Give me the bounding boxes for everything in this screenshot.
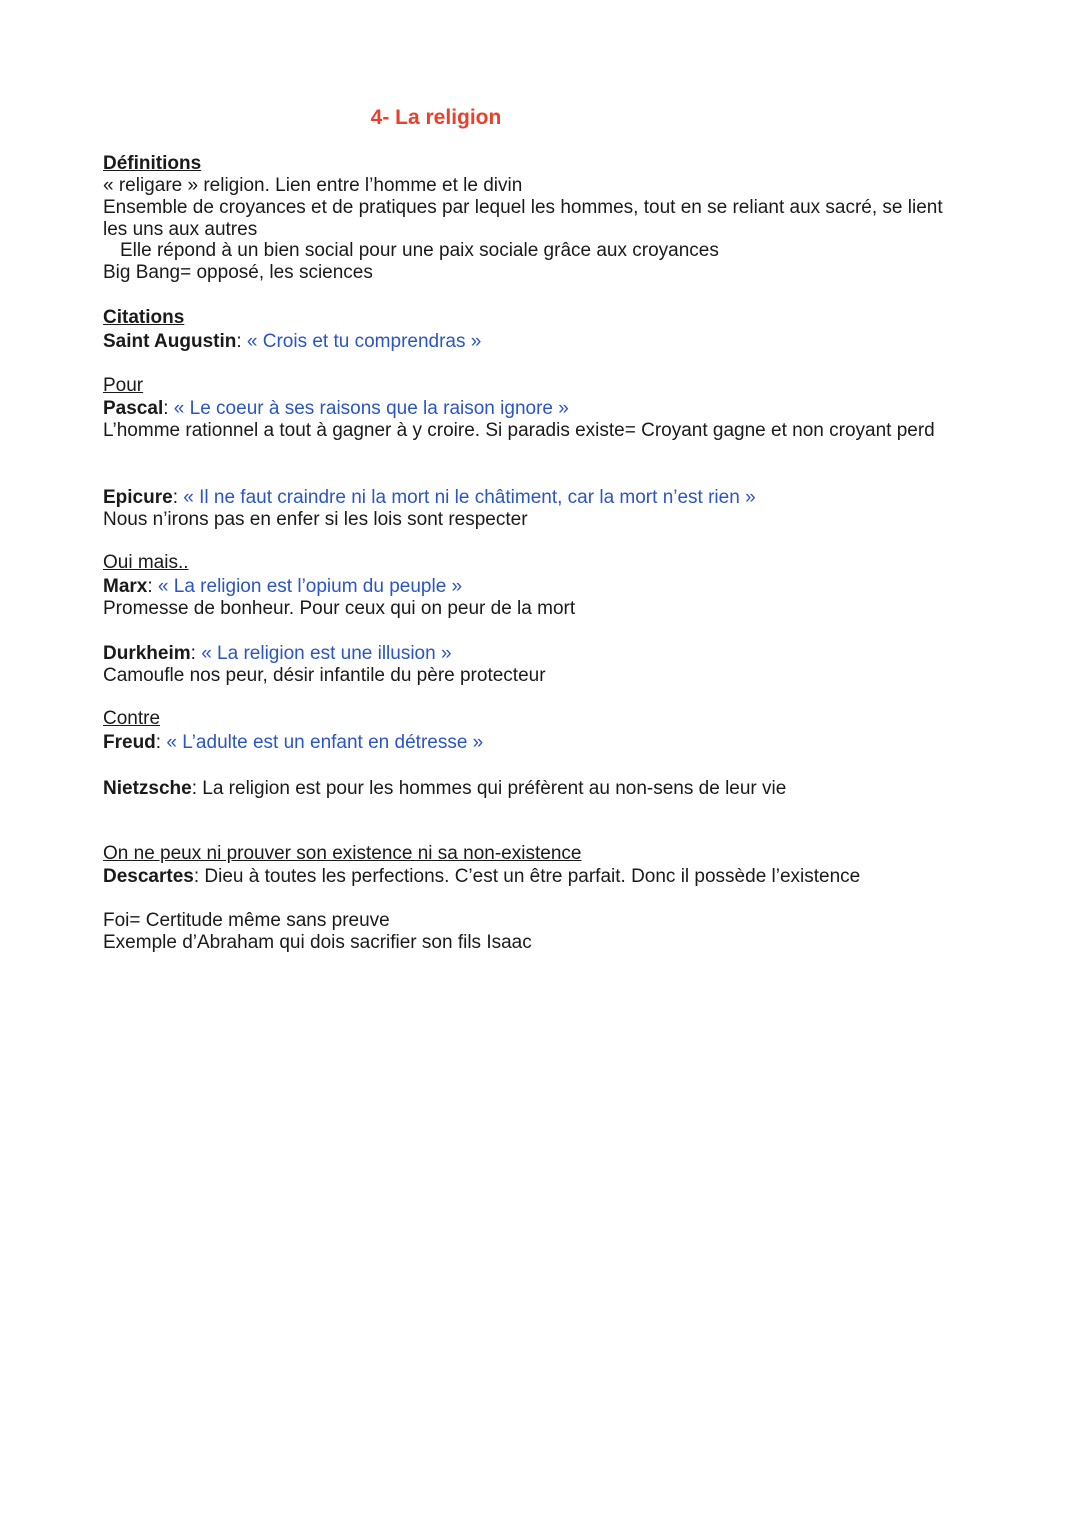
quote: « L’adulte est un enfant en détresse »	[166, 732, 484, 753]
author-name: Saint Augustin	[103, 331, 237, 352]
pascal-explanation: L’homme rationnel a tout à gagner à y croire. Si paradis existe= Croyant gagne et non croyant perd	[103, 420, 935, 441]
foi-definition: Foi= Certitude même sans preuve	[103, 910, 390, 931]
separator: :	[163, 398, 174, 419]
quote: « La religion est l’opium du peuple »	[157, 576, 463, 597]
durkheim-explanation: Camoufle nos peur, désir infantile du père protecteur	[103, 665, 546, 686]
definitions-heading: Définitions	[103, 153, 202, 174]
author-name: Epicure	[103, 487, 173, 508]
quote: « La religion est une illusion »	[201, 643, 452, 664]
author-name: Freud	[103, 732, 156, 753]
epicure-explanation: Nous n’irons pas en enfer si les lois sont respecter	[103, 509, 528, 530]
separator: :	[172, 487, 184, 508]
citation-durkheim	[103, 643, 452, 665]
author-name: Pascal	[103, 398, 164, 419]
definition-etymology: « religare » religion. Lien entre l’homme et le divin	[103, 175, 523, 196]
citation-pascal	[103, 398, 569, 420]
citation-descartes	[103, 866, 860, 888]
separator: :	[236, 331, 247, 352]
separator: :	[155, 732, 167, 753]
citation-freud	[103, 732, 483, 754]
abraham-example: Exemple d’Abraham qui dois sacrifier son fils Isaac	[103, 932, 532, 953]
author-name: Marx	[103, 576, 148, 597]
citation-epicure	[103, 487, 756, 509]
definition-social: Elle répond à un bien social pour une paix sociale grâce aux croyances	[120, 240, 719, 261]
contre-heading: Contre	[103, 708, 161, 729]
oui-mais-heading: Oui mais..	[103, 552, 189, 573]
author-name: Nietzsche	[103, 778, 192, 799]
author-name: Descartes	[103, 866, 194, 887]
author-name: Durkheim	[103, 643, 191, 664]
pour-heading: Pour	[103, 375, 144, 396]
definition-text: Ensemble de croyances et de pratiques par lequel les hommes, tout en se reliant aux sacré, se lient les uns aux autres	[103, 197, 943, 240]
citation-nietzsche	[103, 778, 786, 800]
page-title: 4- La religion	[370, 106, 502, 129]
quote: « Il ne faut craindre ni la mort ni le châtiment, car la mort n’est rien »	[183, 487, 756, 508]
existence-heading: On ne peux ni prouver son existence ni sa non-existence	[103, 843, 582, 864]
separator: :	[147, 576, 158, 597]
quote: « Crois et tu comprendras »	[246, 331, 482, 352]
citations-heading: Citations	[103, 307, 185, 328]
citation-augustin	[103, 331, 481, 353]
marx-explanation: Promesse de bonheur. Pour ceux qui on peur de la mort	[103, 598, 576, 619]
definition-big-bang: Big Bang= opposé, les sciences	[103, 262, 373, 283]
citation-marx	[103, 576, 462, 598]
separator: :	[190, 643, 202, 664]
quote: « Le coeur à ses raisons que la raison ignore »	[173, 398, 569, 419]
nietzsche-text: : La religion est pour les hommes qui préfèrent au non-sens de leur vie	[191, 778, 787, 799]
descartes-text: : Dieu à toutes les perfections. C’est un être parfait. Donc il possède l’existence	[193, 866, 861, 887]
